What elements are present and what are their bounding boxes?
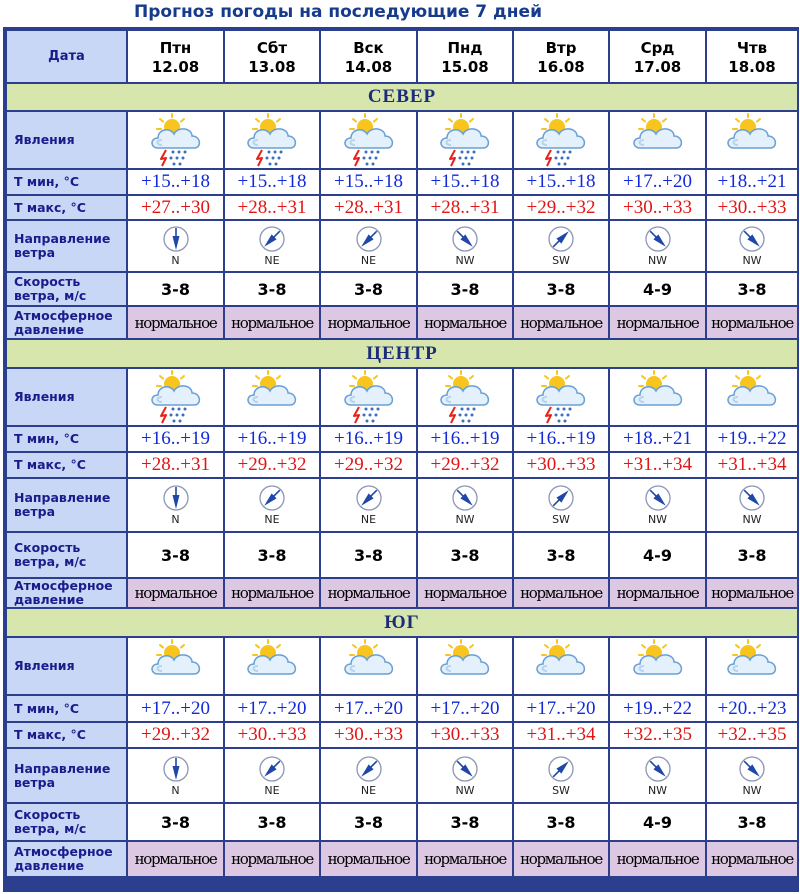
compass-arrow-icon [707, 755, 797, 783]
tmin-value: +17..+20 [320, 695, 417, 722]
compass-arrow-icon [128, 484, 223, 512]
weather-cell [320, 368, 417, 426]
wind-direction-label: Направление ветра [6, 748, 127, 803]
wind-direction-row [6, 748, 798, 803]
cloud-sun-storm-icon [128, 112, 223, 168]
day-date: 18.08 [728, 57, 776, 76]
tmax-value: +28..+31 [127, 452, 224, 478]
region-title: ЦЕНТР [6, 339, 798, 368]
compass-arrow-icon [418, 484, 512, 512]
region-header-row [6, 83, 798, 111]
pressure-value: нормальное [417, 578, 513, 608]
wind-direction-value: NW [455, 254, 475, 267]
phenomena-label: Явления [6, 368, 127, 426]
weather-cell [513, 368, 609, 426]
tmin-value: +15..+18 [320, 169, 417, 195]
pressure-value: нормальное [224, 306, 320, 339]
wind-direction-value: NW [742, 513, 762, 526]
wind-direction-cell [513, 478, 609, 532]
tmin-value: +16..+19 [320, 426, 417, 452]
tmax-value: +28..+31 [320, 195, 417, 220]
wind-direction-value: NE [360, 783, 377, 797]
tmax-value: +29..+32 [513, 195, 609, 220]
weather-cell [417, 111, 513, 169]
day-date: 16.08 [537, 57, 585, 76]
cloud-sun-icon [128, 638, 223, 694]
phenomena-row [6, 111, 798, 169]
compass-arrow-icon [610, 225, 705, 253]
pressure-label: Атмосферное давление [6, 578, 127, 608]
cloud-sun-icon [514, 638, 608, 694]
weather-cell [706, 368, 798, 426]
weather-cell [224, 368, 320, 426]
phenomena-label: Явления [6, 637, 127, 695]
tmax-value: +29..+32 [224, 452, 320, 478]
wind-speed-value: 3-8 [320, 803, 417, 841]
day-header [320, 30, 417, 83]
wind-speed-row [6, 272, 798, 306]
wind-direction-cell [417, 478, 513, 532]
date-column-label: Дата [6, 30, 127, 83]
pressure-value: нормальное [513, 841, 609, 877]
wind-direction-cell [609, 748, 706, 803]
day-date: 14.08 [344, 57, 393, 76]
day-header [513, 30, 609, 83]
weather-cell [609, 111, 706, 169]
pressure-value: нормальное [417, 306, 513, 339]
wind-direction-value: NW [455, 783, 475, 797]
pressure-label: Атмосферное давление [6, 306, 127, 339]
cloud-sun-icon [321, 638, 416, 694]
tmax-value: +29..+32 [127, 722, 224, 748]
wind-direction-cell [513, 748, 609, 803]
tmin-value: +15..+18 [513, 169, 609, 195]
day-name: Сбт [256, 38, 288, 57]
day-date: 17.08 [633, 57, 682, 76]
tmin-value: +16..+19 [513, 426, 609, 452]
wind-speed-value: 3-8 [513, 272, 609, 306]
tmax-value: +30..+33 [513, 452, 609, 478]
weather-cell [320, 111, 417, 169]
tmin-value: +17..+20 [417, 695, 513, 722]
pressure-value: нормальное [706, 578, 798, 608]
day-header [127, 30, 224, 83]
cloud-sun-icon [418, 638, 512, 694]
tmin-value: +15..+18 [127, 169, 224, 195]
wind-direction-cell [320, 748, 417, 803]
wind-direction-cell [609, 478, 706, 532]
wind-direction-value: NW [647, 254, 668, 267]
tmin-value: +16..+19 [224, 426, 320, 452]
forecast-table [5, 29, 799, 878]
wind-direction-cell [417, 748, 513, 803]
wind-direction-value: SW [552, 783, 570, 797]
wind-speed-label: Скорость ветра, м/с [6, 532, 127, 578]
pressure-row [6, 841, 798, 877]
tmin-value: +15..+18 [224, 169, 320, 195]
tmax-value: +28..+31 [417, 195, 513, 220]
tmax-value: +30..+33 [417, 722, 513, 748]
wind-speed-value: 3-8 [224, 272, 320, 306]
wind-speed-value: 4-9 [609, 532, 706, 578]
tmax-value: +30..+33 [609, 195, 706, 220]
weather-cell [320, 637, 417, 695]
tmax-value: +32..+35 [609, 722, 706, 748]
tmax-value: +27..+30 [127, 195, 224, 220]
cloud-sun-storm-icon [418, 112, 512, 168]
weather-cell [417, 368, 513, 426]
wind-speed-value: 4-9 [609, 272, 706, 306]
wind-speed-value: 3-8 [706, 803, 798, 841]
tmax-value: +28..+31 [224, 195, 320, 220]
wind-direction-label: Направление ветра [6, 220, 127, 272]
region-title: ЮГ [6, 608, 798, 637]
cloud-sun-icon [707, 369, 797, 425]
pressure-value: нормальное [513, 578, 609, 608]
tmin-value: +16..+19 [417, 426, 513, 452]
wind-direction-value: SW [552, 513, 570, 526]
tmin-value: +17..+20 [609, 169, 706, 195]
day-name: Пнд [447, 38, 483, 57]
wind-speed-value: 3-8 [417, 532, 513, 578]
wind-direction-value: NW [742, 254, 762, 267]
tmax-row [6, 195, 798, 220]
compass-arrow-icon [418, 225, 512, 253]
pressure-value: нормальное [609, 306, 706, 339]
compass-arrow-icon [128, 225, 223, 253]
tmax-value: +32..+35 [706, 722, 798, 748]
wind-direction-value: SW [552, 254, 570, 267]
compass-arrow-icon [514, 484, 608, 512]
wind-speed-label: Скорость ветра, м/с [6, 272, 127, 306]
wind-direction-value: NE [360, 513, 377, 526]
day-name: Срд [640, 38, 675, 57]
wind-speed-value: 3-8 [706, 272, 798, 306]
wind-speed-value: 3-8 [127, 272, 224, 306]
wind-direction-value: NE [264, 513, 280, 526]
compass-arrow-icon [321, 755, 416, 783]
compass-arrow-icon [610, 484, 705, 512]
tmax-value: +30..+33 [706, 195, 798, 220]
wind-direction-value: NW [647, 783, 668, 797]
wind-direction-label: Направление ветра [6, 478, 127, 532]
wind-speed-label: Скорость ветра, м/с [6, 803, 127, 841]
pressure-value: нормальное [513, 306, 609, 339]
wind-direction-value: NE [360, 254, 377, 267]
tmin-value: +19..+22 [706, 426, 798, 452]
region-title: СЕВЕР [6, 83, 798, 111]
wind-speed-value: 4-9 [609, 803, 706, 841]
wind-direction-value: N [171, 254, 180, 267]
tmin-label: Т мин, °С [6, 426, 127, 452]
compass-arrow-icon [418, 755, 512, 783]
cloud-sun-icon [707, 112, 797, 168]
tmin-label: Т мин, °С [6, 695, 127, 722]
day-name: Чтв [736, 38, 768, 57]
forecast-frame [3, 27, 799, 892]
pressure-value: нормальное [320, 841, 417, 877]
pressure-value: нормальное [224, 578, 320, 608]
weather-cell [706, 637, 798, 695]
wind-direction-cell [609, 220, 706, 272]
pressure-value: нормальное [127, 578, 224, 608]
tmax-label: Т макс, °С [6, 195, 127, 220]
cloud-sun-icon [225, 638, 319, 694]
weather-cell [609, 368, 706, 426]
cloud-sun-icon [707, 638, 797, 694]
cloud-sun-icon [610, 369, 705, 425]
cloud-sun-storm-icon [514, 369, 608, 425]
cloud-sun-storm-icon [225, 112, 319, 168]
pressure-value: нормальное [224, 841, 320, 877]
compass-arrow-icon [707, 225, 797, 253]
tmax-value: +30..+33 [224, 722, 320, 748]
wind-direction-cell [706, 220, 798, 272]
tmin-value: +17..+20 [513, 695, 609, 722]
cloud-sun-storm-icon [418, 369, 512, 425]
tmax-value: +31..+34 [513, 722, 609, 748]
wind-direction-cell [320, 220, 417, 272]
header-row [6, 30, 798, 83]
cloud-sun-storm-icon [321, 112, 416, 168]
wind-direction-cell [127, 748, 224, 803]
weather-cell [609, 637, 706, 695]
weather-cell [127, 368, 224, 426]
tmin-value: +17..+20 [127, 695, 224, 722]
day-name: Птн [159, 38, 192, 57]
tmax-value: +29..+32 [320, 452, 417, 478]
day-date: 13.08 [248, 57, 296, 76]
wind-speed-row [6, 532, 798, 578]
pressure-value: нормальное [417, 841, 513, 877]
pressure-row [6, 578, 798, 608]
wind-direction-cell [706, 748, 798, 803]
pressure-label: Атмосферное давление [6, 841, 127, 877]
wind-speed-value: 3-8 [417, 272, 513, 306]
pressure-row [6, 306, 798, 339]
weather-cell [127, 637, 224, 695]
wind-speed-value: 3-8 [127, 532, 224, 578]
wind-direction-cell [224, 220, 320, 272]
pressure-value: нормальное [706, 306, 798, 339]
wind-direction-cell [127, 220, 224, 272]
tmax-value: +30..+33 [320, 722, 417, 748]
day-date: 12.08 [151, 57, 200, 76]
wind-direction-value: NW [742, 783, 762, 797]
day-name: Втр [545, 38, 577, 57]
wind-direction-cell [224, 478, 320, 532]
cloud-sun-storm-icon [128, 369, 223, 425]
wind-direction-cell [513, 220, 609, 272]
wind-speed-value: 3-8 [706, 532, 798, 578]
weather-cell [224, 111, 320, 169]
wind-direction-cell [224, 748, 320, 803]
day-date: 15.08 [441, 57, 489, 76]
wind-direction-row [6, 220, 798, 272]
weather-cell [706, 111, 798, 169]
weather-cell [224, 637, 320, 695]
pressure-value: нормальное [706, 841, 798, 877]
wind-speed-row [6, 803, 798, 841]
wind-speed-value: 3-8 [513, 803, 609, 841]
wind-direction-row [6, 478, 798, 532]
cloud-sun-icon [225, 369, 319, 425]
wind-direction-value: NE [264, 254, 280, 267]
wind-direction-value: N [171, 783, 180, 797]
cloud-sun-icon [610, 638, 705, 694]
tmax-value: +31..+34 [609, 452, 706, 478]
wind-direction-cell [320, 478, 417, 532]
region-header-row [6, 339, 798, 368]
tmin-row [6, 426, 798, 452]
weather-cell [417, 637, 513, 695]
wind-speed-value: 3-8 [320, 532, 417, 578]
pressure-value: нормальное [609, 578, 706, 608]
weather-cell [127, 111, 224, 169]
wind-direction-cell [127, 478, 224, 532]
wind-direction-value: NW [647, 513, 668, 526]
compass-arrow-icon [514, 225, 608, 253]
compass-arrow-icon [707, 484, 797, 512]
day-name: Вск [353, 38, 384, 57]
region-header-row [6, 608, 798, 637]
tmin-value: +17..+20 [224, 695, 320, 722]
wind-direction-cell [417, 220, 513, 272]
cloud-sun-icon [610, 112, 705, 168]
day-header [609, 30, 706, 83]
weather-cell [513, 111, 609, 169]
tmin-value: +18..+21 [609, 426, 706, 452]
pressure-value: нормальное [320, 306, 417, 339]
pressure-value: нормальное [127, 306, 224, 339]
tmax-value: +31..+34 [706, 452, 798, 478]
compass-arrow-icon [514, 755, 608, 783]
tmax-label: Т макс, °С [6, 452, 127, 478]
pressure-value: нормальное [320, 578, 417, 608]
pressure-value: нормальное [609, 841, 706, 877]
pressure-value: нормальное [127, 841, 224, 877]
page-title: Прогноз погоды на последующие 7 дней [134, 2, 542, 22]
wind-direction-value: NE [264, 783, 280, 797]
tmin-label: Т мин, °С [6, 169, 127, 195]
compass-arrow-icon [321, 484, 416, 512]
wind-speed-value: 3-8 [320, 272, 417, 306]
wind-direction-value: NW [455, 513, 475, 526]
tmax-label: Т макс, °С [6, 722, 127, 748]
tmin-row [6, 169, 798, 195]
compass-arrow-icon [225, 755, 319, 783]
tmax-value: +29..+32 [417, 452, 513, 478]
day-header [706, 30, 798, 83]
phenomena-row [6, 637, 798, 695]
wind-speed-value: 3-8 [127, 803, 224, 841]
tmin-value: +15..+18 [417, 169, 513, 195]
compass-arrow-icon [610, 755, 705, 783]
day-header [224, 30, 320, 83]
tmin-value: +18..+21 [706, 169, 798, 195]
tmin-row [6, 695, 798, 722]
wind-speed-value: 3-8 [224, 532, 320, 578]
tmin-value: +19..+22 [609, 695, 706, 722]
tmin-value: +20..+23 [706, 695, 798, 722]
tmax-row [6, 722, 798, 748]
compass-arrow-icon [128, 755, 223, 783]
compass-arrow-icon [225, 225, 319, 253]
cloud-sun-storm-icon [514, 112, 608, 168]
tmax-row [6, 452, 798, 478]
wind-speed-value: 3-8 [417, 803, 513, 841]
wind-direction-value: N [171, 513, 180, 526]
weather-cell [513, 637, 609, 695]
phenomena-row [6, 368, 798, 426]
wind-direction-cell [706, 478, 798, 532]
phenomena-label: Явления [6, 111, 127, 169]
day-header [417, 30, 513, 83]
wind-speed-value: 3-8 [513, 532, 609, 578]
tmin-value: +16..+19 [127, 426, 224, 452]
wind-speed-value: 3-8 [224, 803, 320, 841]
cloud-sun-storm-icon [321, 369, 416, 425]
compass-arrow-icon [321, 225, 416, 253]
compass-arrow-icon [225, 484, 319, 512]
